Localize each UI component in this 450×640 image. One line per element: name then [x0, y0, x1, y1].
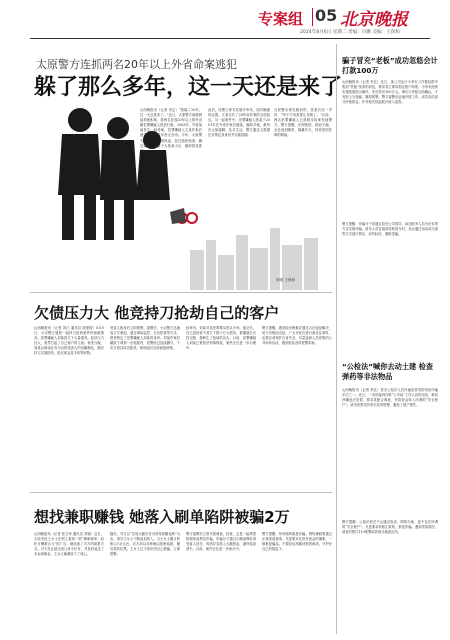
story3-top-rule — [30, 492, 332, 493]
column-divider — [336, 44, 337, 634]
sidebar-body-4: 警方提醒：公检法机关不会通过电话、网络办案，更不存在所谓的“安全账户”。凡是要求转账汇款的，都是诈骗。遇到类似情况，请及时拨打110报警或咨询当地派出所。 — [342, 520, 438, 535]
story3-body-col4: 警方提醒：所有刷单都是诈骗。网络兼职要通过正规渠道查询，凡是要求先垫付资金的兼职，一律都是骗局。不要轻信高额回报的承诺，守护好自己的钱袋子。 — [262, 532, 332, 552]
story2-body-col1: 山西晚报讯（记者 刘江 通讯员 段建坡）8月5日，小店警方通报一起持刀抢劫案件的侦破情况。犯罪嫌疑人刘某因欠下大量债务，经济压力巨大，竟然打起了自己客户的主意。案发当晚，刘某以商谈业务为由将受害人约至僻静处，随后持刀实施抢劫，抢走现金及手机等财物。 — [34, 326, 104, 356]
sidebar-subtitle: “公检法”喊你去动土建 检查弹药等非法物品 — [342, 362, 434, 381]
story1-body-col2: 此后，民警立即对其展开审讯，面对确凿的证据，王某交代了20年前作案的全部经过。另一起案件中，犯罪嫌疑人张某于2001年在外省作案后潜逃，辗转多地，最终在太原落脚，化名生活。警方通过大数据比对锁定其身份并实施抓捕。 — [208, 108, 270, 138]
story1-headline: 躲了那么多年，这一天还是来了 — [34, 75, 343, 100]
masthead-rule — [30, 38, 430, 39]
paper-name-logo: 北京晚报 — [340, 10, 408, 30]
story1-body-col1: 山西晚报讯（记者 李玄）“我躲了20年，这一天还是来了。”近日，太原警方侦破两起命案积案，将两名在逃20年以上的外省籍犯罪嫌疑人抓获归案。2003年，外省某地发生一起命案，犯罪嫌疑人王某作案后潜逃，此后多年杳无音讯。今年，太原警方在工作中发现线索，经过缜密侦查，确定嫌疑人藏匿于太原某小区，随即将其抓获。 — [140, 108, 202, 153]
sidebar-body-2: 警方提醒：诈骗分子常通过冒充公司领导、添加财务人员为好友等方式实施诈骗。财务人员在接到转账指令时，务必通过电话或当面等方式进行核实，切勿轻信，谨防受骗。 — [342, 222, 438, 237]
story2-headline: 欠债压力大 他竞持刀抢劫自己的客户 — [34, 304, 280, 322]
section-name: 专案组 — [258, 10, 304, 28]
story2-body-col4: 警方提醒，遇到经济困难应通过合法途径解决，切不可铤而走险。广大市民在进行商业往来时，也要注意保护自身安全，尽量选择人员密集的公共场所洽谈，遇到危险及时报警求助。 — [262, 326, 332, 346]
illustration-credit: 制图 王保和 — [276, 278, 296, 282]
story2-top-rule — [30, 292, 332, 293]
sidebar-title: 骗子冒充“老板”成功忽悠会计打款100万 — [342, 56, 438, 75]
sidebar-body-3: 山西晚报讯（记者 李玄）冒充公检法人员诈骗是常见的电信诈骗手法之一。近日，一市民接到自称“公安局”工作人员的电话，称其涉嫌违法犯罪，要求其配合调查，并将资金转入所谓的“安全账户”。该市民察觉异常后及时报警，避免了财产损失。 — [342, 388, 438, 408]
story2-body-col2: 受害人脱身后立即报警。接警后，小店警方迅速成立专案组，通过调取监控、走访排查等方式，很快锁定了犯罪嫌疑人刘某的身份。刘某作案后藏匿于城郊一出租屋内，民警经过连续蹲守，于次日将其成功抓获，现场追回全部被抢财物。 — [110, 326, 180, 351]
story2-body-col3: 经审讯，刘某对其犯罪事实供认不讳。他交代，自己因经营不善欠下数十万元债务，被催债后走投无路，便萌生了抢劫的念头。目前，犯罪嫌疑人刘某已被依法刑事拘留，案件正在进一步办理中。 — [186, 326, 256, 351]
story1-body-col3: 当民警出现在眼前时，张某长叹一声说：“终于不用再提心吊胆了。”目前，两名犯罪嫌疑人已被移交给案发地警方。警方提醒，法网恢恢，疏而不漏，无论逃到哪里、躲藏多久，终将受到法律的制裁。 — [274, 108, 332, 138]
story3-headline: 想找兼职赚钱 她落入刷单陷阱被骗2万 — [34, 508, 290, 526]
page-number: 05 — [315, 6, 338, 25]
sidebar-body-1: 山西晚报讯（记者 李玄）近日，某公司会计小李在工作微信群中收到“老板”发来的消息，要求其立即向指定账户转账。小李未经核实便按照指示操作，先后转出100万元。事后与老板当面确认，才发现上当受骗，随即报警。警方接警后迅速开展工作，成功冻结部分涉案资金，并对相关线索展开深入追查。 — [342, 80, 438, 105]
edition-line: 2024年8月6日 星期二 责编：冯鹏 美编：王保和 — [300, 30, 401, 35]
sidebar — [342, 44, 438, 634]
story3-body-col3: 警方接警后立即开展调查。经查，这是一起典型的刷单返利类诈骗。诈骗分子通过小额返利取得受害人信任，再诱导其投入大额资金，最终卷款消失。目前，案件正在进一步侦办中。 — [186, 532, 256, 552]
story3-body-col2: 随后，对方以“完成大额任务可获得高额返利”为由，诱导王女士不断追加投入。当王女士累计转账2万余元后，对方却以各种理由拒绝返款，随后将其拉黑。王女士这才意识到自己被骗，立即报警。 — [110, 532, 180, 557]
story1-subtitle: 太原警方连抓两名20年以上外省命案逃犯 — [36, 58, 237, 71]
story3-body-col1: 山西晚报讯（记者 张文军 通讯员 刘颖）近日，太原市民王女士在网上看到一则“兼职刷单、轻松日赚数百元”的广告，便添加了对方的联系方式。对方先让她完成几单小任务，并及时返还了本金和佣金，王女士渐渐放下了戒心。 — [34, 532, 104, 557]
